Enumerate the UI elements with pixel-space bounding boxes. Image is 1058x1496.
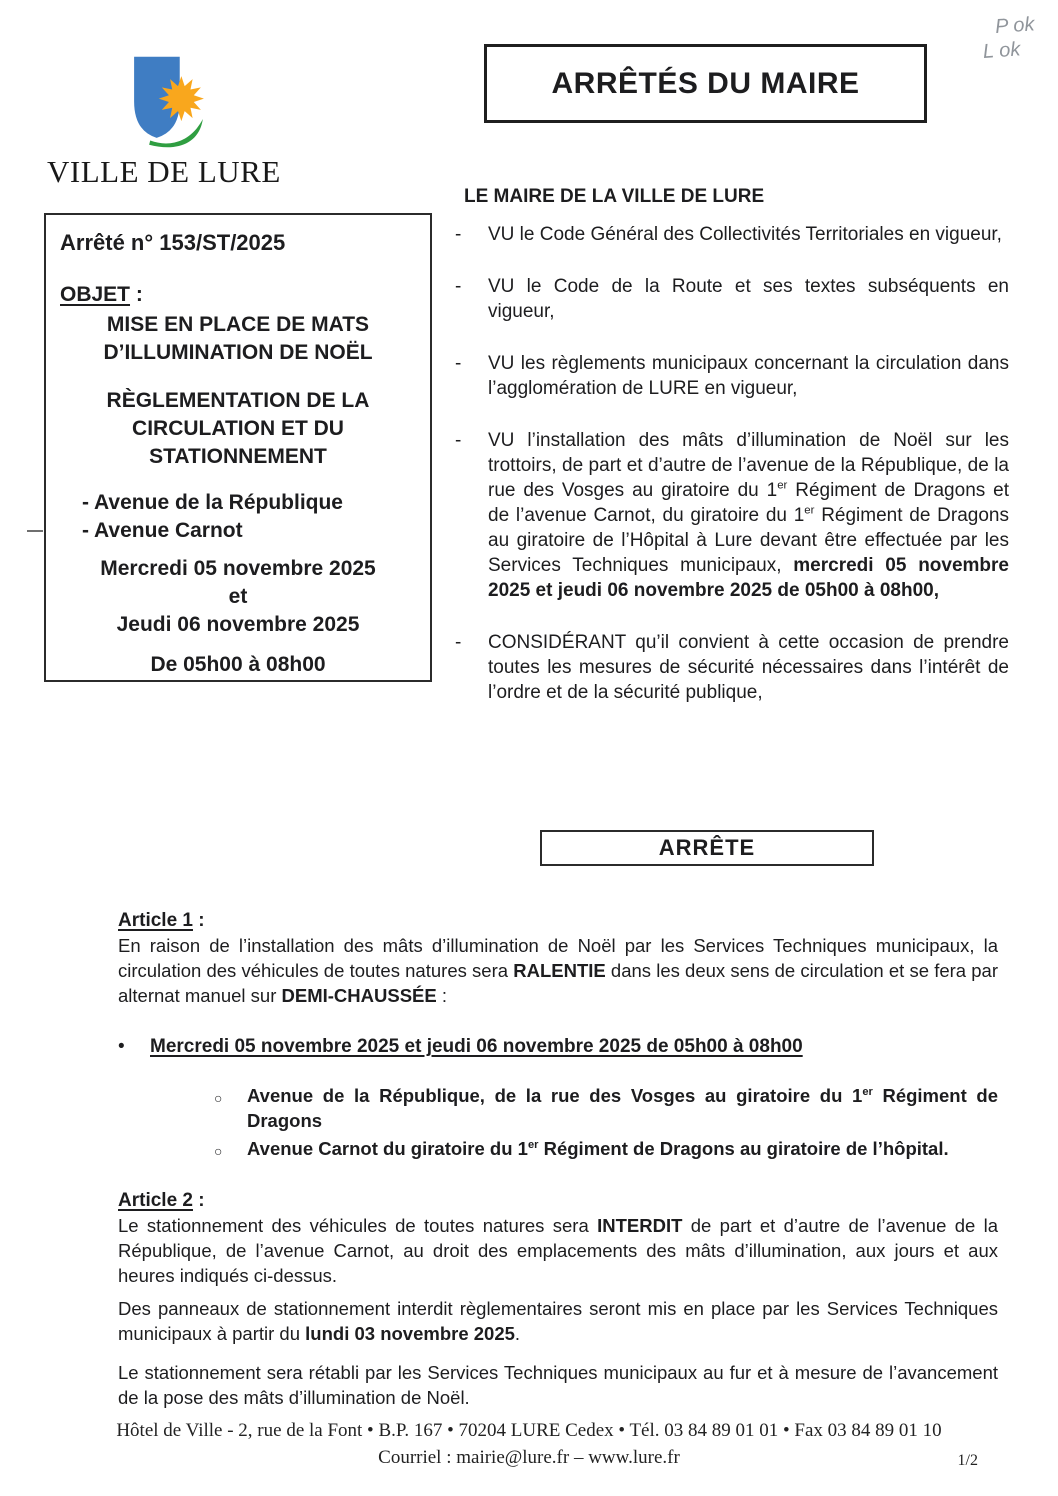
sub-bullet-item xyxy=(214,1083,998,1133)
objet-heading: OBJET : xyxy=(60,283,143,306)
page-number: 1/2 xyxy=(957,1452,978,1469)
recital-dash: - xyxy=(455,276,462,297)
authority-heading: LE MAIRE DE LA VILLE DE LURE xyxy=(464,186,765,207)
street-line: - Avenue de la République xyxy=(82,491,343,514)
recital-dash: - xyxy=(455,353,462,374)
sub-bullet-text: Avenue de la République, de la rue des Vosges au giratoire du 1er Régiment de Dragons xyxy=(247,1085,998,1131)
org-name: VILLE DE LURE xyxy=(47,154,281,189)
subject-line: MISE EN PLACE DE MATS xyxy=(106,313,370,336)
street-line: - Avenue Carnot xyxy=(82,519,243,542)
recital-text: CONSIDÉRANT qu’il convient à cette occasion de prendre toutes les mesures de sécurité nécessaires dans l’intérêt de l’ordre et de la sécurité publique, xyxy=(488,632,1009,703)
arrete-box xyxy=(540,830,874,866)
handwritten-note-line1: P ok xyxy=(994,13,1036,39)
scan-tick-mark xyxy=(27,530,43,532)
decree-box xyxy=(44,213,432,682)
recital-item xyxy=(455,222,1009,247)
arrete-label: ARRÊTE xyxy=(658,835,756,860)
date-line: Mercredi 05 novembre 2025 xyxy=(100,557,376,580)
recital-dash: - xyxy=(455,632,462,653)
article2-heading: Article 2 : xyxy=(118,1190,205,1211)
schedule-bullet xyxy=(118,1034,998,1059)
date-line: et xyxy=(228,585,248,608)
recital-text: VU l’installation des mâts d’illumination de Noël sur les trottoirs, de part et d’autre de l’avenue de la République, de la rue des Vosges au giratoire du 1er Régiment de Dragons et de l’avenue Carnot, du giratoire du 1er Régiment de Dragons au giratoire de l’Hôpital à Lure devant être effectuée par les Services Techniques municipaux, mercredi 05 novembre 2025 et jeudi 06 novembre 2025 de 05h00 à 08h00, xyxy=(488,430,1009,601)
recital-text: VU le Code de la Route et ses textes subséquents en vigueur, xyxy=(488,276,1009,322)
article2-signs-paragraph: Des panneaux de stationnement interdit règlementaires seront mis en place par les Services Techniques municipaux à partir du lundi 03 novembre 2025. xyxy=(118,1298,998,1344)
subject-line: D’ILLUMINATION DE NOËL xyxy=(103,341,373,364)
regulation-line: STATIONNEMENT xyxy=(149,445,327,468)
footer-address: Hôtel de Ville - 2, rue de la Font • B.P. 167 • 70204 LURE Cedex • Tél. 03 84 89 01 01 • Fax 03 84 89 01 10 xyxy=(116,1420,942,1441)
title-box xyxy=(484,44,927,123)
recital-dash: - xyxy=(455,430,462,451)
sub-bullet-text: Avenue Carnot du giratoire du 1er Régiment de Dragons au giratoire de l’hôpital. xyxy=(247,1138,949,1159)
article1-heading: Article 1 : xyxy=(118,910,205,931)
schedule-text: Mercredi 05 novembre 2025 et jeudi 06 novembre 2025 de 05h00 à 08h00 xyxy=(150,1036,803,1057)
bullet-icon: • xyxy=(118,1036,125,1057)
recitals-list xyxy=(455,222,1009,732)
recital-text: VU le Code Général des Collectivités Territoriales en vigueur, xyxy=(488,224,1002,245)
article1-body: En raison de l’installation des mâts d’illumination de Noël par les Services Techniques municipaux, la circulation des véhicules de toutes natures sera RALENTIE dans les deux sens de circulation et se fera par alternat manuel sur DEMI-CHAUSSÉE : xyxy=(118,935,998,1006)
circle-bullet-icon: ○ xyxy=(214,1143,223,1159)
hours-line: De 05h00 à 08h00 xyxy=(150,653,326,676)
date-line: Jeudi 06 novembre 2025 xyxy=(116,613,360,636)
recital-text: VU les règlements municipaux concernant la circulation dans l’agglomération de LURE en vigueur, xyxy=(488,353,1009,399)
handwritten-note xyxy=(984,12,1037,63)
article2-body: Le stationnement des véhicules de toutes natures sera INTERDIT de part et d’autre de l’avenue de la République, de l’avenue Carnot, au droit des emplacements des mâts d’illumination, aux jours et aux heures indiqués ci-dessus. xyxy=(118,1215,998,1286)
circle-bullet-icon: ○ xyxy=(214,1090,223,1106)
sub-bullet-list xyxy=(118,1083,998,1164)
regulation-line: CIRCULATION ET DU xyxy=(132,417,344,440)
articles-section xyxy=(118,908,998,1410)
decree-number: Arrêté n° 153/ST/2025 xyxy=(60,230,286,255)
recital-dash: - xyxy=(455,224,462,245)
page-title: ARRÊTÉS DU MAIRE xyxy=(551,66,860,100)
recital-item xyxy=(455,630,1009,705)
recital-item xyxy=(455,351,1009,401)
city-logo-icon xyxy=(118,50,220,158)
regulation-line: RÈGLEMENTATION DE LA xyxy=(106,389,370,412)
recital-item xyxy=(455,274,1009,324)
sub-bullet-item xyxy=(214,1136,998,1164)
handwritten-note-line2: L ok xyxy=(982,38,1022,63)
article2-restore-paragraph: Le stationnement sera rétabli par les Services Techniques municipaux au fur et à mesure de l’avancement de la pose des mâts d’illumination de Noël. xyxy=(118,1362,998,1408)
footer-contact: Courriel : mairie@lure.fr – www.lure.fr xyxy=(378,1447,680,1468)
recital-item xyxy=(455,428,1009,603)
